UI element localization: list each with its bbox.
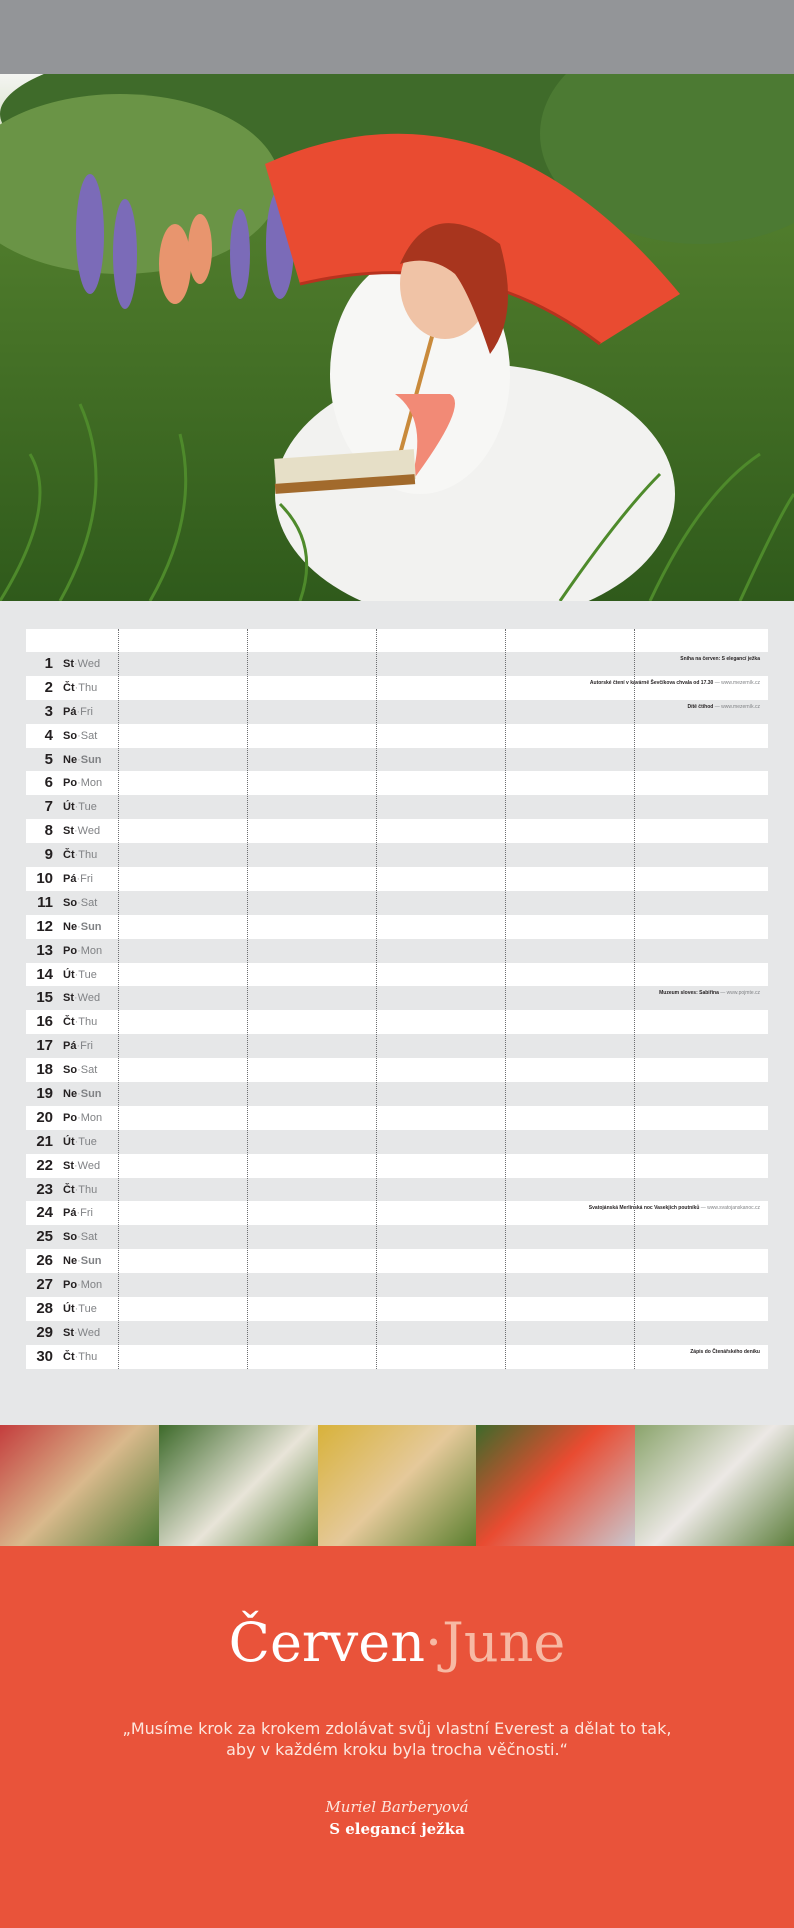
day-name bbox=[63, 1082, 102, 1106]
day-row bbox=[26, 676, 768, 700]
day-name bbox=[63, 1273, 102, 1297]
day-row bbox=[26, 1345, 768, 1369]
day-name-separator: · bbox=[74, 1326, 78, 1339]
column-divider bbox=[634, 629, 635, 1369]
day-name-separator: · bbox=[77, 896, 81, 909]
event-note bbox=[680, 656, 760, 662]
day-name-separator: · bbox=[74, 1350, 79, 1363]
day-name bbox=[63, 1106, 102, 1130]
day-name-separator: · bbox=[74, 849, 79, 862]
day-number: 7 bbox=[44, 798, 53, 816]
day-name bbox=[63, 795, 97, 819]
day-number: 5 bbox=[44, 750, 53, 768]
day-number: 18 bbox=[36, 1061, 53, 1079]
day-name-en: Mon bbox=[80, 1279, 103, 1292]
day-name-cz: Čt bbox=[63, 1350, 75, 1363]
day-name-en: Tue bbox=[78, 1303, 97, 1316]
day-name-en: Thu bbox=[78, 849, 98, 862]
day-name-cz: Čt bbox=[63, 681, 75, 694]
day-name-cz: So bbox=[63, 1064, 78, 1077]
day-name-cz: So bbox=[63, 729, 78, 742]
day-name-separator: · bbox=[77, 920, 81, 933]
month-title bbox=[0, 1611, 794, 1674]
day-name-separator: · bbox=[74, 681, 79, 694]
day-name-en: Thu bbox=[78, 1350, 98, 1363]
column-divider bbox=[118, 629, 119, 1369]
day-row bbox=[26, 1034, 768, 1058]
day-name-separator: · bbox=[76, 1040, 81, 1053]
day-number: 3 bbox=[44, 702, 53, 720]
day-number: 30 bbox=[36, 1347, 53, 1365]
day-name-separator: · bbox=[76, 1207, 81, 1220]
day-name-en: Fri bbox=[80, 873, 93, 886]
day-name-en: Sun bbox=[80, 1088, 102, 1101]
day-name-en: Sun bbox=[80, 1255, 102, 1268]
day-name bbox=[63, 700, 93, 724]
day-name-cz: St bbox=[63, 825, 74, 838]
day-name bbox=[63, 676, 97, 700]
day-name-cz: Po bbox=[63, 1111, 78, 1124]
event-note-url: — www.mezerník.cz bbox=[714, 679, 760, 686]
event-note bbox=[590, 680, 760, 686]
photo-strip bbox=[0, 1425, 794, 1546]
day-name-separator: · bbox=[74, 801, 79, 814]
day-row bbox=[26, 1178, 768, 1202]
day-name-en: Wed bbox=[77, 1159, 101, 1172]
event-note bbox=[687, 704, 760, 710]
day-name-en: Wed bbox=[77, 825, 101, 838]
day-row bbox=[26, 652, 768, 676]
column-divider bbox=[247, 629, 248, 1369]
day-name-cz: Út bbox=[63, 968, 75, 981]
day-number: 16 bbox=[36, 1013, 53, 1031]
day-name-cz: Út bbox=[63, 1135, 75, 1148]
day-number: 25 bbox=[36, 1228, 53, 1246]
day-name-en: Thu bbox=[78, 681, 98, 694]
day-name bbox=[63, 819, 100, 843]
event-note bbox=[659, 990, 760, 996]
day-name bbox=[63, 1154, 100, 1178]
day-name-en: Sat bbox=[80, 729, 98, 742]
day-name-separator: · bbox=[74, 825, 78, 838]
day-row bbox=[26, 1154, 768, 1178]
day-name-separator: · bbox=[74, 1016, 79, 1029]
main-photo bbox=[0, 74, 794, 601]
day-number: 29 bbox=[36, 1323, 53, 1341]
day-name bbox=[63, 1249, 102, 1273]
day-row bbox=[26, 1082, 768, 1106]
day-name-separator: · bbox=[77, 1064, 81, 1077]
day-number: 11 bbox=[37, 893, 53, 911]
day-name-en: Sun bbox=[80, 920, 102, 933]
month-title-cz: Červen bbox=[228, 1611, 425, 1674]
day-name-cz: Čt bbox=[63, 849, 75, 862]
day-name-cz: So bbox=[63, 896, 78, 909]
day-name bbox=[63, 915, 102, 939]
day-name bbox=[63, 1321, 100, 1345]
day-name bbox=[63, 652, 100, 676]
day-name bbox=[63, 891, 97, 915]
day-name bbox=[63, 748, 102, 772]
day-name-en: Fri bbox=[80, 1207, 93, 1220]
event-note-text: Dítě čtihod bbox=[687, 703, 714, 710]
day-row bbox=[26, 1130, 768, 1154]
day-number: 14 bbox=[36, 965, 53, 983]
day-name-cz: Pá bbox=[63, 1207, 77, 1220]
event-note-url: — www.pojmte.cz bbox=[720, 990, 760, 997]
day-number: 20 bbox=[36, 1108, 53, 1126]
event-note-text: Autorské čtení v kavárně Ševčíkova chvala od 17.30 bbox=[589, 679, 714, 686]
day-name-cz: St bbox=[63, 992, 74, 1005]
day-name-cz: Čt bbox=[63, 1016, 75, 1029]
day-row bbox=[26, 843, 768, 867]
photo-woman-with-parasol bbox=[0, 74, 794, 601]
day-name bbox=[63, 963, 97, 987]
day-row bbox=[26, 1201, 768, 1225]
day-number: 27 bbox=[36, 1276, 53, 1294]
day-row bbox=[26, 1249, 768, 1273]
day-name bbox=[63, 1010, 97, 1034]
day-name-en: Mon bbox=[80, 777, 103, 790]
event-note-url: — www.svatojanskanoc.cz bbox=[700, 1205, 760, 1212]
strip-photo-walking bbox=[159, 1425, 318, 1546]
day-name bbox=[63, 1225, 97, 1249]
day-name bbox=[63, 1201, 93, 1225]
day-name-cz: Čt bbox=[63, 1183, 75, 1196]
day-name-separator: · bbox=[77, 1279, 81, 1292]
day-name-en: Wed bbox=[77, 1326, 101, 1339]
day-name-separator: · bbox=[74, 968, 79, 981]
column-divider bbox=[505, 629, 506, 1369]
day-name-separator: · bbox=[77, 753, 81, 766]
day-row bbox=[26, 748, 768, 772]
day-name-separator: · bbox=[77, 729, 81, 742]
day-number: 10 bbox=[36, 870, 53, 888]
column-divider bbox=[376, 629, 377, 1369]
day-name bbox=[63, 1345, 97, 1369]
day-number: 15 bbox=[36, 989, 53, 1007]
day-name-separator: · bbox=[74, 1183, 79, 1196]
day-row bbox=[26, 700, 768, 724]
day-row bbox=[26, 1225, 768, 1249]
day-number: 2 bbox=[44, 678, 53, 696]
month-title-separator: · bbox=[425, 1611, 443, 1674]
day-name-en: Thu bbox=[78, 1183, 98, 1196]
day-number: 26 bbox=[36, 1252, 53, 1270]
book-title: S elegancí ježka bbox=[329, 1820, 465, 1838]
calendar-grid bbox=[26, 629, 768, 1369]
day-name-cz: Ne bbox=[63, 753, 78, 766]
day-name-cz: Ne bbox=[63, 1088, 78, 1101]
day-name-separator: · bbox=[77, 777, 81, 790]
day-row bbox=[26, 819, 768, 843]
day-number: 9 bbox=[44, 846, 53, 864]
strip-photo-flowers bbox=[318, 1425, 477, 1546]
day-row bbox=[26, 963, 768, 987]
day-name-separator: · bbox=[74, 1135, 79, 1148]
event-note bbox=[589, 1205, 760, 1211]
day-name-en: Mon bbox=[80, 1111, 103, 1124]
day-name-en: Fri bbox=[80, 1040, 93, 1053]
day-name-separator: · bbox=[76, 873, 81, 886]
event-note-text: Svatojánská Merlínská noc Vasekjích poutníků bbox=[588, 1205, 700, 1212]
quote-line: aby v každém kroku byla trocha věčnosti.“ bbox=[226, 1740, 568, 1759]
month-panel bbox=[0, 1546, 794, 1928]
quote bbox=[0, 1718, 794, 1760]
quote-author: Muriel Barberyová bbox=[325, 1798, 469, 1816]
day-row bbox=[26, 795, 768, 819]
day-number: 4 bbox=[44, 726, 53, 744]
day-name bbox=[63, 1034, 93, 1058]
day-number: 6 bbox=[44, 774, 53, 792]
day-number: 23 bbox=[36, 1180, 53, 1198]
day-name-en: Sat bbox=[80, 1231, 98, 1244]
event-note-url: — www.mezerník.cz bbox=[714, 703, 760, 710]
day-name-separator: · bbox=[77, 944, 81, 957]
day-name-en: Thu bbox=[78, 1016, 98, 1029]
day-name bbox=[63, 843, 97, 867]
day-row bbox=[26, 915, 768, 939]
header-row bbox=[26, 629, 768, 652]
day-name-cz: Pá bbox=[63, 705, 77, 718]
day-name-en: Wed bbox=[77, 992, 101, 1005]
day-name-cz: So bbox=[63, 1231, 78, 1244]
day-row bbox=[26, 1106, 768, 1130]
day-name-separator: · bbox=[76, 705, 81, 718]
day-number: 28 bbox=[36, 1300, 53, 1318]
day-name-en: Sat bbox=[80, 1064, 98, 1077]
day-name-cz: Pá bbox=[63, 1040, 77, 1053]
day-number: 21 bbox=[36, 1132, 53, 1150]
day-name-en: Tue bbox=[78, 1135, 97, 1148]
day-row bbox=[26, 1273, 768, 1297]
day-number: 17 bbox=[36, 1037, 53, 1055]
day-number: 1 bbox=[44, 655, 53, 672]
day-name-en: Tue bbox=[78, 801, 97, 814]
day-name-separator: · bbox=[77, 1255, 81, 1268]
day-name-cz: Pá bbox=[63, 873, 77, 886]
day-name-cz: Po bbox=[63, 944, 78, 957]
day-row bbox=[26, 1297, 768, 1321]
day-name-separator: · bbox=[74, 658, 78, 670]
day-row bbox=[26, 1321, 768, 1345]
day-row bbox=[26, 891, 768, 915]
day-name-cz: Út bbox=[63, 801, 75, 814]
day-name-separator: · bbox=[74, 992, 78, 1005]
day-name-cz: Po bbox=[63, 777, 78, 790]
day-name bbox=[63, 939, 102, 963]
event-note-text: Muzeum sloves: Sabiřina bbox=[659, 990, 719, 997]
day-name-cz: St bbox=[63, 658, 74, 670]
day-name-en: Mon bbox=[80, 944, 103, 957]
day-row bbox=[26, 986, 768, 1010]
day-name-cz: Po bbox=[63, 1279, 78, 1292]
day-name-en: Tue bbox=[78, 968, 97, 981]
quote-line: „Musíme krok za krokem zdolávat svůj vlastní Everest a dělat to tak, bbox=[122, 1719, 672, 1738]
day-name-cz: St bbox=[63, 1326, 74, 1339]
day-row bbox=[26, 724, 768, 748]
day-row bbox=[26, 867, 768, 891]
day-name-separator: · bbox=[74, 1159, 78, 1172]
event-note-text: Zápis do Čtenářského deníku bbox=[690, 1348, 760, 1355]
day-name-separator: · bbox=[77, 1231, 81, 1244]
day-name bbox=[63, 1130, 97, 1154]
event-note bbox=[690, 1349, 760, 1355]
day-name bbox=[63, 1297, 97, 1321]
day-number: 24 bbox=[36, 1204, 53, 1222]
strip-photo-parasol bbox=[476, 1425, 635, 1546]
day-name-en: Fri bbox=[80, 705, 93, 718]
day-name-en: Sun bbox=[80, 753, 102, 766]
day-name-separator: · bbox=[77, 1088, 81, 1101]
day-number: 8 bbox=[44, 822, 53, 840]
day-name bbox=[63, 771, 102, 795]
event-note-text: Sniha na červen: S elegancí ježka bbox=[680, 656, 760, 662]
strip-photo-camera bbox=[0, 1425, 159, 1546]
day-name bbox=[63, 867, 93, 891]
day-name-cz: St bbox=[63, 1159, 74, 1172]
day-number: 22 bbox=[36, 1156, 53, 1174]
strip-photo-group bbox=[635, 1425, 794, 1546]
day-name-cz: Út bbox=[63, 1303, 75, 1316]
day-row bbox=[26, 1010, 768, 1034]
day-number: 12 bbox=[36, 917, 53, 935]
day-name-cz: Ne bbox=[63, 1255, 78, 1268]
day-name bbox=[63, 724, 97, 748]
day-name-en: Wed bbox=[77, 658, 101, 670]
day-row bbox=[26, 771, 768, 795]
day-name-separator: · bbox=[77, 1111, 81, 1124]
day-row bbox=[26, 1058, 768, 1082]
day-name-cz: Ne bbox=[63, 920, 78, 933]
day-row bbox=[26, 939, 768, 963]
month-title-en: June bbox=[442, 1611, 566, 1674]
day-number: 19 bbox=[36, 1085, 53, 1103]
day-name bbox=[63, 1178, 97, 1202]
day-name-separator: · bbox=[74, 1303, 79, 1316]
day-name bbox=[63, 986, 100, 1010]
top-bar bbox=[0, 0, 794, 74]
day-number: 13 bbox=[36, 941, 53, 959]
day-name-en: Sat bbox=[80, 896, 98, 909]
day-name bbox=[63, 1058, 97, 1082]
